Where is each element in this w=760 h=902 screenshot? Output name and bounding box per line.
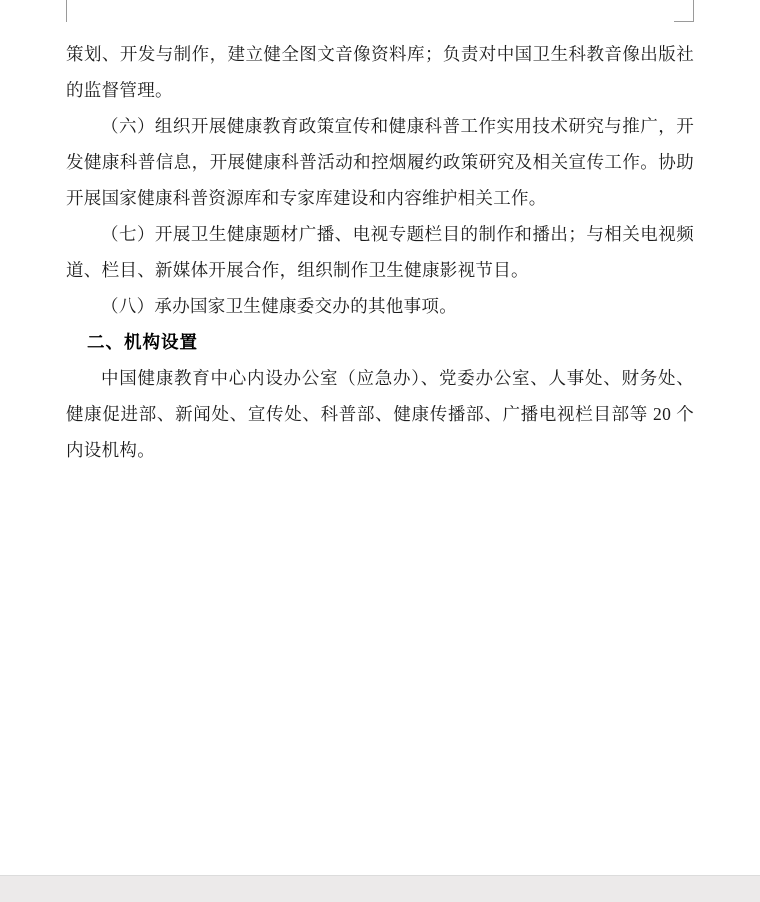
- page-bottom-strip: [0, 875, 760, 902]
- paragraph-item-eight: （八）承办国家卫生健康委交办的其他事项。: [101, 296, 457, 316]
- section-heading-organization: 二、机构设置: [87, 332, 198, 352]
- crop-line-top-right: [674, 21, 694, 22]
- paragraph-organization-detail: 中国健康教育中心内设办公室（应急办）、党委办公室、人事处、财务处、健康促进部、新闻处、宣传处、科普部、健康传播部、广播电视栏目部等 20 个内设机构。: [66, 368, 694, 460]
- document-body: [66, 36, 694, 468]
- paragraph-item-seven: （七）开展卫生健康题材广播、电视专题栏目的制作和播出；与相关电视频道、栏目、新媒体开展合作，组织制作卫生健康影视节目。: [66, 224, 694, 280]
- paragraph-continued: 策划、开发与制作，建立健全图文音像资料库；负责对中国卫生科教音像出版社的监督管理。: [66, 44, 694, 100]
- crop-mark-top-right: [671, 0, 694, 22]
- crop-mark-top-left: [66, 0, 89, 22]
- paragraph-item-six: （六）组织开展健康教育政策宣传和健康科普工作实用技术研究与推广，开发健康科普信息，开展健康科普活动和控烟履约政策研究及相关宣传工作。协助开展国家健康科普资源库和专家库建设和内容维护相关工作。: [66, 116, 694, 208]
